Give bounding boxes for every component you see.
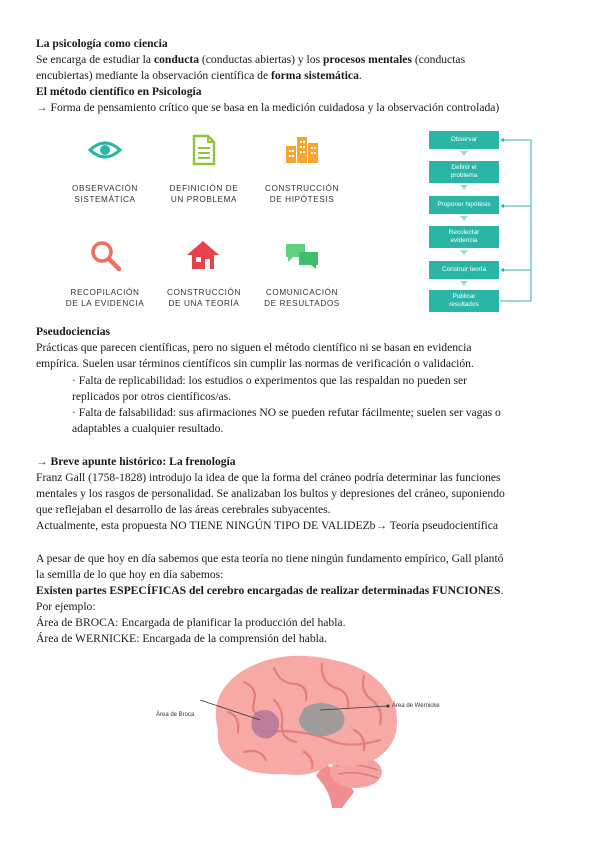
flow-step-build-theory [429,261,499,279]
flow-step-collect-evidence [429,226,499,248]
intro-text: . [358,69,362,82]
step-caption-line: CONSTRUCCIÓN [264,184,340,193]
flow-step-label: Definir el [451,164,477,171]
phreno-line-4: Actualmente, esta propuesta NO TIENE NINGÚN TIPO DE VALIDEZb→ Teoría pseudocientífica [36,519,499,532]
step-caption-line: RECOPILACIÓN [70,288,140,297]
step-caption-line: COMUNICACIÓN [265,288,339,297]
step-caption-line: UN PROBLEMA [170,195,238,204]
pseudo-line-1: Prácticas que parecen científicas, pero no siguen el método científico ni se basan en evidencia [36,341,472,354]
pseudo-bullet-falsifiability-cont: adaptables a cualquier resultado. [72,422,224,435]
intro-text: (conductas [411,53,466,66]
document-icon [192,134,216,166]
intro-text: (conductas abiertas) y los [199,53,323,66]
pseudo-line-2: empírica. Suelen usar términos científicos sin cumplir las normas de verificación o validación. [36,357,474,370]
flow-step-label: Construir teoría [441,266,487,273]
brain-illustration [204,652,404,810]
flow-feedback-connectors [498,130,538,315]
step-caption-line: DE RESULTADOS [264,299,340,308]
phreno-line-6: la semilla de lo que hoy en día sabemos: [36,568,224,581]
step-caption-line: OBSERVACIÓN [72,184,138,193]
pseudo-bullet-falsifiability: · Falta de falsabilidad: sus afirmaciones NO se pueden refutar fácilmente; suelen ser vagas o [72,406,501,419]
phreno-text: . [500,584,504,597]
intro-bold-procesos: procesos mentales [322,53,412,66]
flow-step-observe [429,131,499,149]
intro-bold-forma: forma sistemática [270,69,359,82]
flow-step-label: problema [450,172,478,179]
flow-arrow-icon [460,250,468,255]
phreno-line-broca: Área de BROCA: Encargada de planificar la producción del habla. [36,616,346,629]
flow-step-hypothesis [429,196,499,214]
step-caption-line: CONSTRUCCIÓN [166,288,242,297]
phreno-line-7 [36,583,503,599]
broca-area-label: Área de Broca [156,712,195,718]
phreno-line-1: Franz Gall (1758-1828) introdujo la idea de que la forma del cráneo podría determinar las funciones [36,471,501,484]
intro-text: Se encarga de estudiar la [36,53,154,66]
step-caption-results [247,287,357,309]
section-title-method: El método científico en Psicología [36,85,202,98]
step-caption-line: SISTEMÁTICA [74,195,136,204]
eye-icon [88,138,122,162]
flow-step-label: evidencia [450,237,478,244]
step-caption-hypothesis [247,183,357,205]
step-caption-line: DEFINICIÓN DE [169,184,239,193]
step-caption-problem [149,183,259,205]
section-title-phrenology: → Breve apunte histórico: La frenología [36,455,236,468]
flow-arrow-icon [460,151,468,156]
flow-arrow-icon [460,216,468,221]
flow-step-label: Observar [450,136,478,143]
phreno-line-3: que reflejaban el desarrollo de las áreas cerebrales subyacentes. [36,503,331,516]
intro-text: encubiertas) mediante la observación científica de [36,69,271,82]
magnifier-icon [90,240,122,272]
flow-arrow-icon [460,185,468,190]
section-title-psychology: La psicología como ciencia [36,37,168,50]
step-caption-line: DE LA EVIDENCIA [65,299,145,308]
phreno-line-2: mentales y los rasgos de personalidad. Se analizaban los bultos y depresiones del cráneo, suponiendo [36,487,505,500]
flow-step-define-problem [429,161,499,183]
step-caption-line: DE HIPÓTESIS [269,195,335,204]
phreno-key-statement: Existen partes ESPECÍFICAS del cerebro encargadas de realizar determinadas FUNCIONES [36,584,501,597]
phreno-line-8: Por ejemplo: [36,600,96,613]
wernicke-area-label: Área de Wernicke [392,703,440,709]
brain-label-leaders [200,700,400,730]
section-title-pseudoscience: Pseudociencias [36,325,111,338]
flow-step-label: resultados [449,301,479,308]
flow-step-label: Recolectar [448,229,480,236]
phreno-line-5: A pesar de que hoy en día sabemos que esta teoría no tiene ningún fundamento empírico, Gall plantó [36,552,504,565]
flow-step-label: Proponer hipótesis [437,201,491,208]
step-caption-evidence [50,287,160,309]
flow-arrow-icon [460,281,468,286]
intro-line-2 [36,68,362,84]
pseudo-bullet-replicability-cont: replicados por otros científicos/as. [72,390,232,403]
chat-icon [285,242,319,270]
step-caption-line: DE UNA TEORÍA [168,299,240,308]
intro-line-1 [36,52,465,68]
step-caption-theory [149,287,259,309]
buildings-icon [285,134,319,164]
flow-step-publish [429,290,499,312]
intro-bold-conducta: conducta [153,53,200,66]
phreno-line-wernicke: Área de WERNICKE: Encargada de la comprensión del habla. [36,632,327,645]
step-caption-observation [50,183,160,205]
pseudo-bullet-replicability: · Falta de replicabilidad: los estudios o experimentos que las respaldan no pueden ser [72,374,468,387]
flow-step-label: Publicar [452,293,476,300]
method-definition: → Forma de pensamiento crítico que se basa en la medición cuidadosa y la observación controlada) [36,101,500,114]
house-icon [186,240,220,270]
